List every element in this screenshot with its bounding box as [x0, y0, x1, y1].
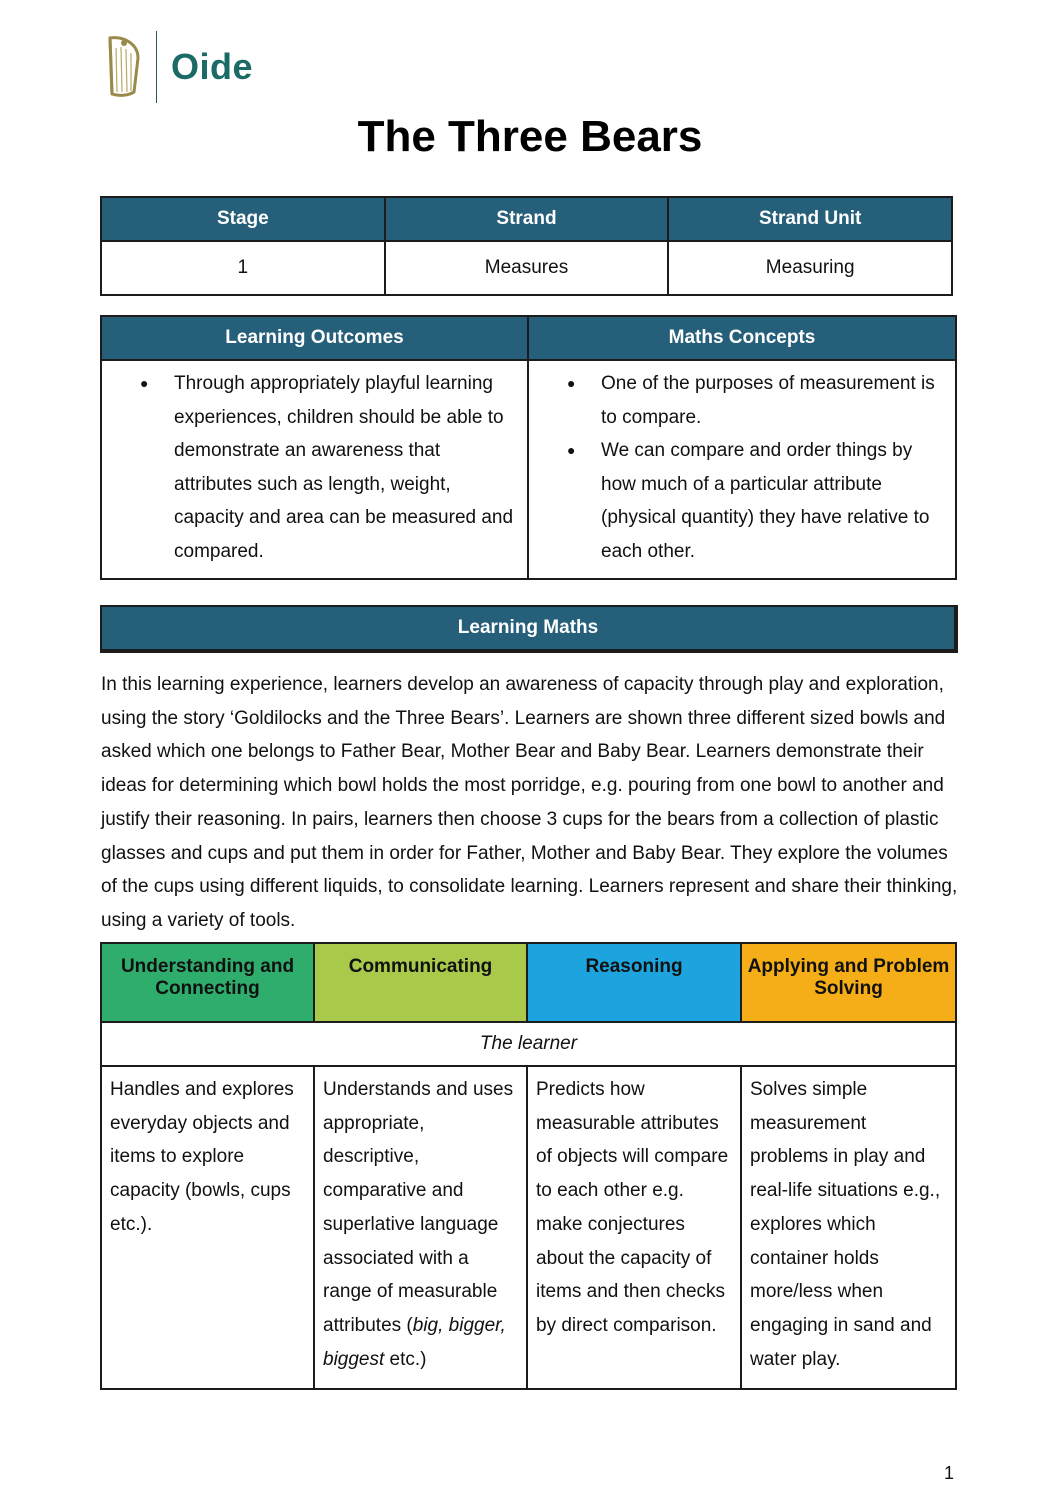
header-applying-problem-solving: Applying and Problem Solving [741, 943, 956, 1022]
harp-icon [104, 34, 142, 100]
maths-concepts-cell [528, 360, 956, 579]
page-title: The Three Bears [357, 112, 703, 161]
learner-subheader: The learner [101, 1022, 956, 1066]
communicating-text-end: etc.) [384, 1348, 427, 1370]
header-learning-outcomes: Learning Outcomes [101, 316, 528, 360]
understanding-connecting-cell: Handles and explores everyday objects and items to explore capacity (bowls, cups etc.). [101, 1066, 314, 1389]
communicating-cell [314, 1066, 527, 1389]
communicating-examples: big, bigger, biggest [323, 1314, 506, 1370]
strand-value: Measures [385, 241, 669, 295]
learning-outcomes-cell [101, 360, 528, 579]
communicating-text: Understands and uses appropriate, descriptive, comparative and superlative language associated with a range of measurable attributes ( [323, 1079, 514, 1336]
header-maths-concepts: Maths Concepts [528, 316, 956, 360]
list-item: ● One of the purposes of measurement is to compare. [601, 367, 947, 434]
strand-unit-value: Measuring [668, 241, 952, 295]
overview-table [100, 196, 953, 296]
brand-name: Oide [171, 46, 254, 87]
reasoning-cell: Predicts how measurable attributes of objects will compare to each other e.g. make conjectures about the capacity of items and then checks by direct comparison. [527, 1066, 741, 1389]
logo-divider [156, 31, 157, 103]
learning-maths-text: In this learning experience, learners develop an awareness of capacity through play and exploration, using the story ‘Goldilocks and the Three Bears’. Learners are shown three different sized bowls and asked which one belongs to Father Bear, Mother Bear and Baby Bear. Learners demonstrate their ideas for determining which bowl holds the most porridge, e.g. pouring from one bowl to another and justify their reasoning. In pairs, learners then choose 3 cups for the bears from a collection of plastic glasses and cups and put them in order for Father, Mother and Baby Bear. They explore the volumes of the cups using different liquids, to consolidate learning. Learners represent and share their thinking, using a variety of tools. [101, 674, 958, 931]
header-communicating: Communicating [314, 943, 527, 1022]
stage-value: 1 [101, 241, 385, 295]
list-item: ● Through appropriately playful learning experiences, children should be able to demonstrate an awareness that attributes such as length, weight, capacity and area can be measured and compared. [174, 367, 519, 568]
proficiencies-table [100, 942, 957, 1390]
header-strand-unit: Strand Unit [668, 197, 952, 241]
header-stage: Stage [101, 197, 385, 241]
list-item: ● We can compare and order things by how much of a particular attribute (physical quantity) they have relative to each other. [601, 434, 947, 568]
header-reasoning: Reasoning [527, 943, 741, 1022]
outcomes-table [100, 315, 957, 580]
header-understanding-connecting: Understanding and Connecting [101, 943, 314, 1022]
applying-problem-solving-cell: Solves simple measurement problems in play and real-life situations e.g., explores which container holds more/less when engaging in sand and water play. [741, 1066, 956, 1389]
learning-maths-heading: Learning Maths [100, 605, 958, 653]
oide-logo [104, 30, 253, 104]
page-number: 1 [944, 1463, 955, 1483]
header-strand: Strand [385, 197, 669, 241]
